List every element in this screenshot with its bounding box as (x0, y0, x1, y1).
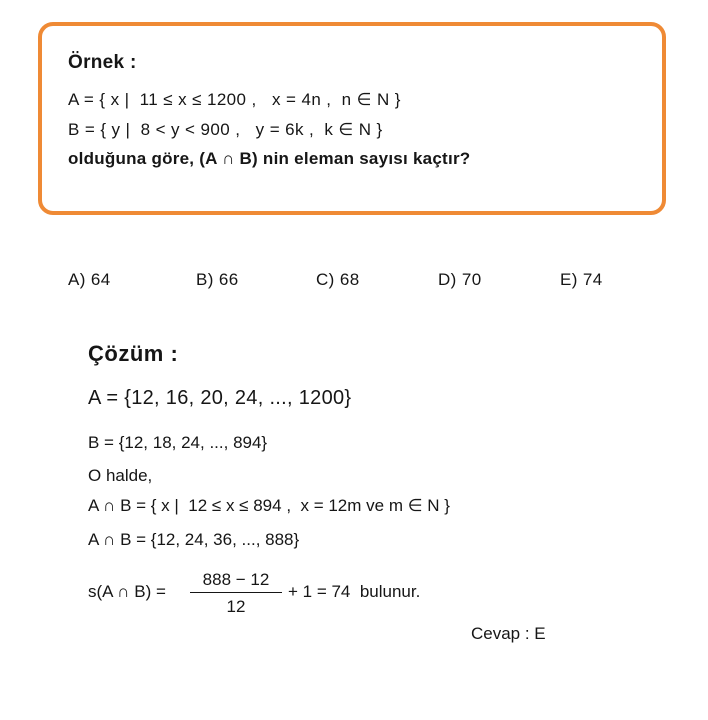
choice-b: B) 66 (196, 270, 239, 289)
solution-title: Çözüm : (88, 341, 179, 366)
fraction-denominator: 12 (226, 597, 246, 616)
choice-e: E) 74 (560, 270, 603, 289)
answer-label: Cevap : E (471, 624, 546, 643)
choice-d: D) 70 (438, 270, 482, 289)
choice-a: A) 64 (68, 270, 111, 289)
example-set-b: B = { y | 8 < y < 900 , y = 6k , k ∈ N } (68, 120, 383, 139)
solution-intersection-list: A ∩ B = {12, 24, 36, ..., 888} (88, 530, 300, 549)
formula-right: + 1 = 74 bulunur. (288, 582, 421, 601)
fraction-bar (190, 592, 282, 593)
example-set-a: A = { x | 11 ≤ x ≤ 1200 , x = 4n , n ∈ N } (68, 90, 401, 109)
solution-intersection-definition: A ∩ B = { x | 12 ≤ x ≤ 894 , x = 12m ve m ∈ N } (88, 496, 450, 515)
solution-therefore: O halde, (88, 466, 153, 485)
example-box (38, 22, 666, 215)
choice-c: C) 68 (316, 270, 360, 289)
example-title: Örnek : (68, 52, 137, 73)
solution-set-a: A = {12, 16, 20, 24, ..., 1200} (88, 387, 352, 409)
formula-left: s(A ∩ B) = (88, 582, 166, 601)
solution-set-b: B = {12, 18, 24, ..., 894} (88, 433, 268, 452)
example-question: olduğuna göre, (A ∩ B) nin eleman sayısı kaçtır? (68, 149, 471, 168)
fraction-numerator: 888 − 12 (202, 570, 270, 589)
